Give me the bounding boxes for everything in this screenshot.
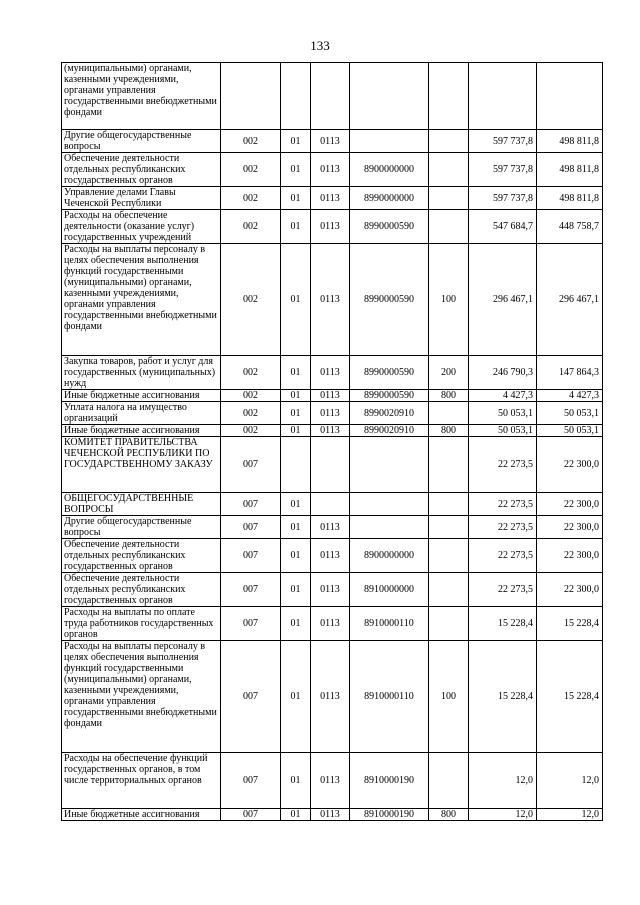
cell-sum-2: 15 228,4	[537, 641, 603, 753]
cell-vr	[429, 607, 469, 641]
table-row	[62, 130, 603, 153]
cell-pr: 0113	[311, 244, 350, 356]
cell-sum-2: 498 811,8	[537, 187, 603, 210]
cell-rz: 01	[281, 130, 311, 153]
cell-ved: 002	[221, 356, 281, 390]
cell-vr	[429, 153, 469, 187]
cell-sum-1: 296 467,1	[469, 244, 537, 356]
cell-vr: 100	[429, 641, 469, 753]
cell-name: Другие общегосударственные вопросы	[62, 516, 221, 539]
cell-vr: 800	[429, 809, 469, 821]
cell-ved: 007	[221, 516, 281, 539]
cell-name: Закупка товаров, работ и услуг для государственных (муниципальных) нужд	[62, 356, 221, 390]
cell-sum-1	[469, 63, 537, 130]
cell-sum-2: 296 467,1	[537, 244, 603, 356]
cell-ved: 007	[221, 573, 281, 607]
cell-name: Расходы на обеспечение деятельности (оказание услуг) государственных учреждений	[62, 210, 221, 244]
cell-vr	[429, 63, 469, 130]
cell-csr: 8990000590	[350, 244, 429, 356]
cell-csr	[350, 437, 429, 493]
cell-rz: 01	[281, 356, 311, 390]
cell-rz: 01	[281, 809, 311, 821]
cell-csr: 8990000000	[350, 187, 429, 210]
cell-sum-1: 547 684,7	[469, 210, 537, 244]
cell-pr: 0113	[311, 809, 350, 821]
cell-sum-1: 15 228,4	[469, 641, 537, 753]
cell-sum-2: 147 864,3	[537, 356, 603, 390]
cell-vr: 800	[429, 390, 469, 402]
cell-ved: 007	[221, 493, 281, 516]
cell-sum-1: 597 737,8	[469, 130, 537, 153]
table-row	[62, 390, 603, 402]
cell-pr: 0113	[311, 573, 350, 607]
cell-rz: 01	[281, 244, 311, 356]
table-row	[62, 753, 603, 809]
cell-sum-1: 22 273,5	[469, 437, 537, 493]
cell-sum-1: 15 228,4	[469, 607, 537, 641]
cell-sum-2: 448 758,7	[537, 210, 603, 244]
cell-csr	[350, 63, 429, 130]
cell-vr: 800	[429, 425, 469, 437]
cell-rz: 01	[281, 425, 311, 437]
cell-sum-2: 22 300,0	[537, 493, 603, 516]
budget-table	[61, 62, 603, 821]
cell-sum-2: 12,0	[537, 753, 603, 809]
cell-pr	[311, 437, 350, 493]
cell-rz: 01	[281, 641, 311, 753]
cell-vr	[429, 516, 469, 539]
cell-rz: 01	[281, 607, 311, 641]
cell-sum-1: 597 737,8	[469, 187, 537, 210]
cell-sum-2: 498 811,8	[537, 153, 603, 187]
cell-rz: 01	[281, 187, 311, 210]
cell-sum-1: 246 790,3	[469, 356, 537, 390]
cell-name: Иные бюджетные ассигнования	[62, 425, 221, 437]
cell-ved: 007	[221, 641, 281, 753]
cell-sum-2	[537, 63, 603, 130]
cell-csr: 8910000110	[350, 641, 429, 753]
cell-csr: 8910000110	[350, 607, 429, 641]
cell-ved	[221, 63, 281, 130]
cell-csr: 8910000190	[350, 809, 429, 821]
cell-rz: 01	[281, 516, 311, 539]
cell-pr: 0113	[311, 402, 350, 425]
cell-ved: 002	[221, 187, 281, 210]
cell-name: Расходы на выплаты персоналу в целях обеспечения выполнения функций государственными (муниципальными) органами, казенными учреждениями, органами управления государственными внебюджетными фондами	[62, 641, 221, 753]
table-row	[62, 425, 603, 437]
cell-ved: 002	[221, 130, 281, 153]
cell-csr: 8910000000	[350, 573, 429, 607]
cell-sum-2: 22 300,0	[537, 437, 603, 493]
cell-sum-1: 22 273,5	[469, 493, 537, 516]
cell-sum-2: 4 427,3	[537, 390, 603, 402]
cell-sum-1: 50 053,1	[469, 425, 537, 437]
cell-rz: 01	[281, 153, 311, 187]
table-row	[62, 187, 603, 210]
cell-name: Иные бюджетные ассигнования	[62, 809, 221, 821]
cell-csr: 8900000000	[350, 539, 429, 573]
page-number: 133	[310, 38, 330, 53]
cell-sum-1: 4 427,3	[469, 390, 537, 402]
cell-ved: 007	[221, 607, 281, 641]
cell-pr	[311, 493, 350, 516]
cell-csr	[350, 516, 429, 539]
table-row	[62, 153, 603, 187]
cell-sum-1: 597 737,8	[469, 153, 537, 187]
cell-csr: 8990000590	[350, 210, 429, 244]
cell-rz: 01	[281, 573, 311, 607]
cell-rz: 01	[281, 493, 311, 516]
cell-pr: 0113	[311, 753, 350, 809]
cell-vr	[429, 753, 469, 809]
table-row	[62, 356, 603, 390]
table-row	[62, 516, 603, 539]
cell-csr: 8990020910	[350, 402, 429, 425]
table-row	[62, 539, 603, 573]
cell-pr: 0113	[311, 356, 350, 390]
cell-sum-1: 50 053,1	[469, 402, 537, 425]
cell-vr	[429, 493, 469, 516]
cell-ved: 007	[221, 437, 281, 493]
cell-pr: 0113	[311, 130, 350, 153]
cell-vr	[429, 539, 469, 573]
cell-csr	[350, 493, 429, 516]
cell-pr: 0113	[311, 425, 350, 437]
cell-sum-2: 498 811,8	[537, 130, 603, 153]
cell-sum-2: 50 053,1	[537, 402, 603, 425]
cell-name: Расходы на выплаты персоналу в целях обеспечения выполнения функций государственными (муниципальными) органами, казенными учреждениями, органами управления государственными внебюджетными фондами	[62, 244, 221, 356]
cell-rz	[281, 63, 311, 130]
cell-vr	[429, 210, 469, 244]
cell-vr	[429, 130, 469, 153]
table-row	[62, 437, 603, 493]
cell-rz: 01	[281, 753, 311, 809]
cell-sum-2: 50 053,1	[537, 425, 603, 437]
cell-ved: 002	[221, 153, 281, 187]
cell-name: ОБЩЕГОСУДАРСТВЕННЫЕ ВОПРОСЫ	[62, 493, 221, 516]
cell-ved: 002	[221, 244, 281, 356]
cell-sum-2: 22 300,0	[537, 516, 603, 539]
cell-rz: 01	[281, 210, 311, 244]
cell-sum-2: 12,0	[537, 809, 603, 821]
cell-name: КОМИТЕТ ПРАВИТЕЛЬСТВА ЧЕЧЕНСКОЙ РЕСПУБЛИКИ ПО ГОСУДАРСТВЕННОМУ ЗАКАЗУ	[62, 437, 221, 493]
cell-vr	[429, 573, 469, 607]
cell-name: Расходы на обеспечение функций государственных органов, в том числе территориальных органов	[62, 753, 221, 809]
cell-name: Другие общегосударственные вопросы	[62, 130, 221, 153]
cell-ved: 007	[221, 809, 281, 821]
cell-vr	[429, 187, 469, 210]
table-row	[62, 641, 603, 753]
cell-sum-1: 12,0	[469, 809, 537, 821]
cell-name: Обеспечение деятельности отдельных республиканских государственных органов	[62, 573, 221, 607]
cell-csr: 8990000590	[350, 356, 429, 390]
cell-pr: 0113	[311, 390, 350, 402]
cell-sum-1: 12,0	[469, 753, 537, 809]
cell-rz: 01	[281, 539, 311, 573]
cell-sum-1: 22 273,5	[469, 539, 537, 573]
cell-ved: 007	[221, 539, 281, 573]
cell-vr: 100	[429, 244, 469, 356]
cell-name: Обеспечение деятельности отдельных республиканских государственных органов	[62, 539, 221, 573]
table-row	[62, 809, 603, 821]
cell-csr: 8910000190	[350, 753, 429, 809]
cell-sum-2: 15 228,4	[537, 607, 603, 641]
cell-ved: 007	[221, 753, 281, 809]
cell-name: (муниципальными) органами, казенными учреждениями, органами управления государственными внебюджетными фондами	[62, 63, 221, 130]
table-row	[62, 573, 603, 607]
cell-pr	[311, 63, 350, 130]
cell-pr: 0113	[311, 539, 350, 573]
cell-rz	[281, 437, 311, 493]
cell-pr: 0113	[311, 210, 350, 244]
cell-pr: 0113	[311, 153, 350, 187]
cell-csr	[350, 130, 429, 153]
table-row	[62, 63, 603, 130]
cell-ved: 002	[221, 390, 281, 402]
cell-vr	[429, 402, 469, 425]
cell-sum-1: 22 273,5	[469, 573, 537, 607]
cell-csr: 8990020910	[350, 425, 429, 437]
cell-name: Уплата налога на имущество организаций	[62, 402, 221, 425]
cell-vr	[429, 437, 469, 493]
table-row	[62, 210, 603, 244]
cell-csr: 8900000000	[350, 153, 429, 187]
cell-name: Управление делами Главы Чеченской Республики	[62, 187, 221, 210]
cell-sum-2: 22 300,0	[537, 573, 603, 607]
cell-pr: 0113	[311, 607, 350, 641]
cell-name: Иные бюджетные ассигнования	[62, 390, 221, 402]
table-row	[62, 493, 603, 516]
cell-sum-1: 22 273,5	[469, 516, 537, 539]
cell-rz: 01	[281, 402, 311, 425]
cell-ved: 002	[221, 210, 281, 244]
cell-rz: 01	[281, 390, 311, 402]
cell-ved: 002	[221, 425, 281, 437]
cell-vr: 200	[429, 356, 469, 390]
cell-sum-2: 22 300,0	[537, 539, 603, 573]
cell-pr: 0113	[311, 516, 350, 539]
cell-pr: 0113	[311, 187, 350, 210]
cell-name: Обеспечение деятельности отдельных республиканских государственных органов	[62, 153, 221, 187]
cell-ved: 002	[221, 402, 281, 425]
cell-csr: 8990000590	[350, 390, 429, 402]
table-row	[62, 244, 603, 356]
cell-pr: 0113	[311, 641, 350, 753]
table-row	[62, 402, 603, 425]
cell-name: Расходы на выплаты по оплате труда работников государственных органов	[62, 607, 221, 641]
table-row	[62, 607, 603, 641]
